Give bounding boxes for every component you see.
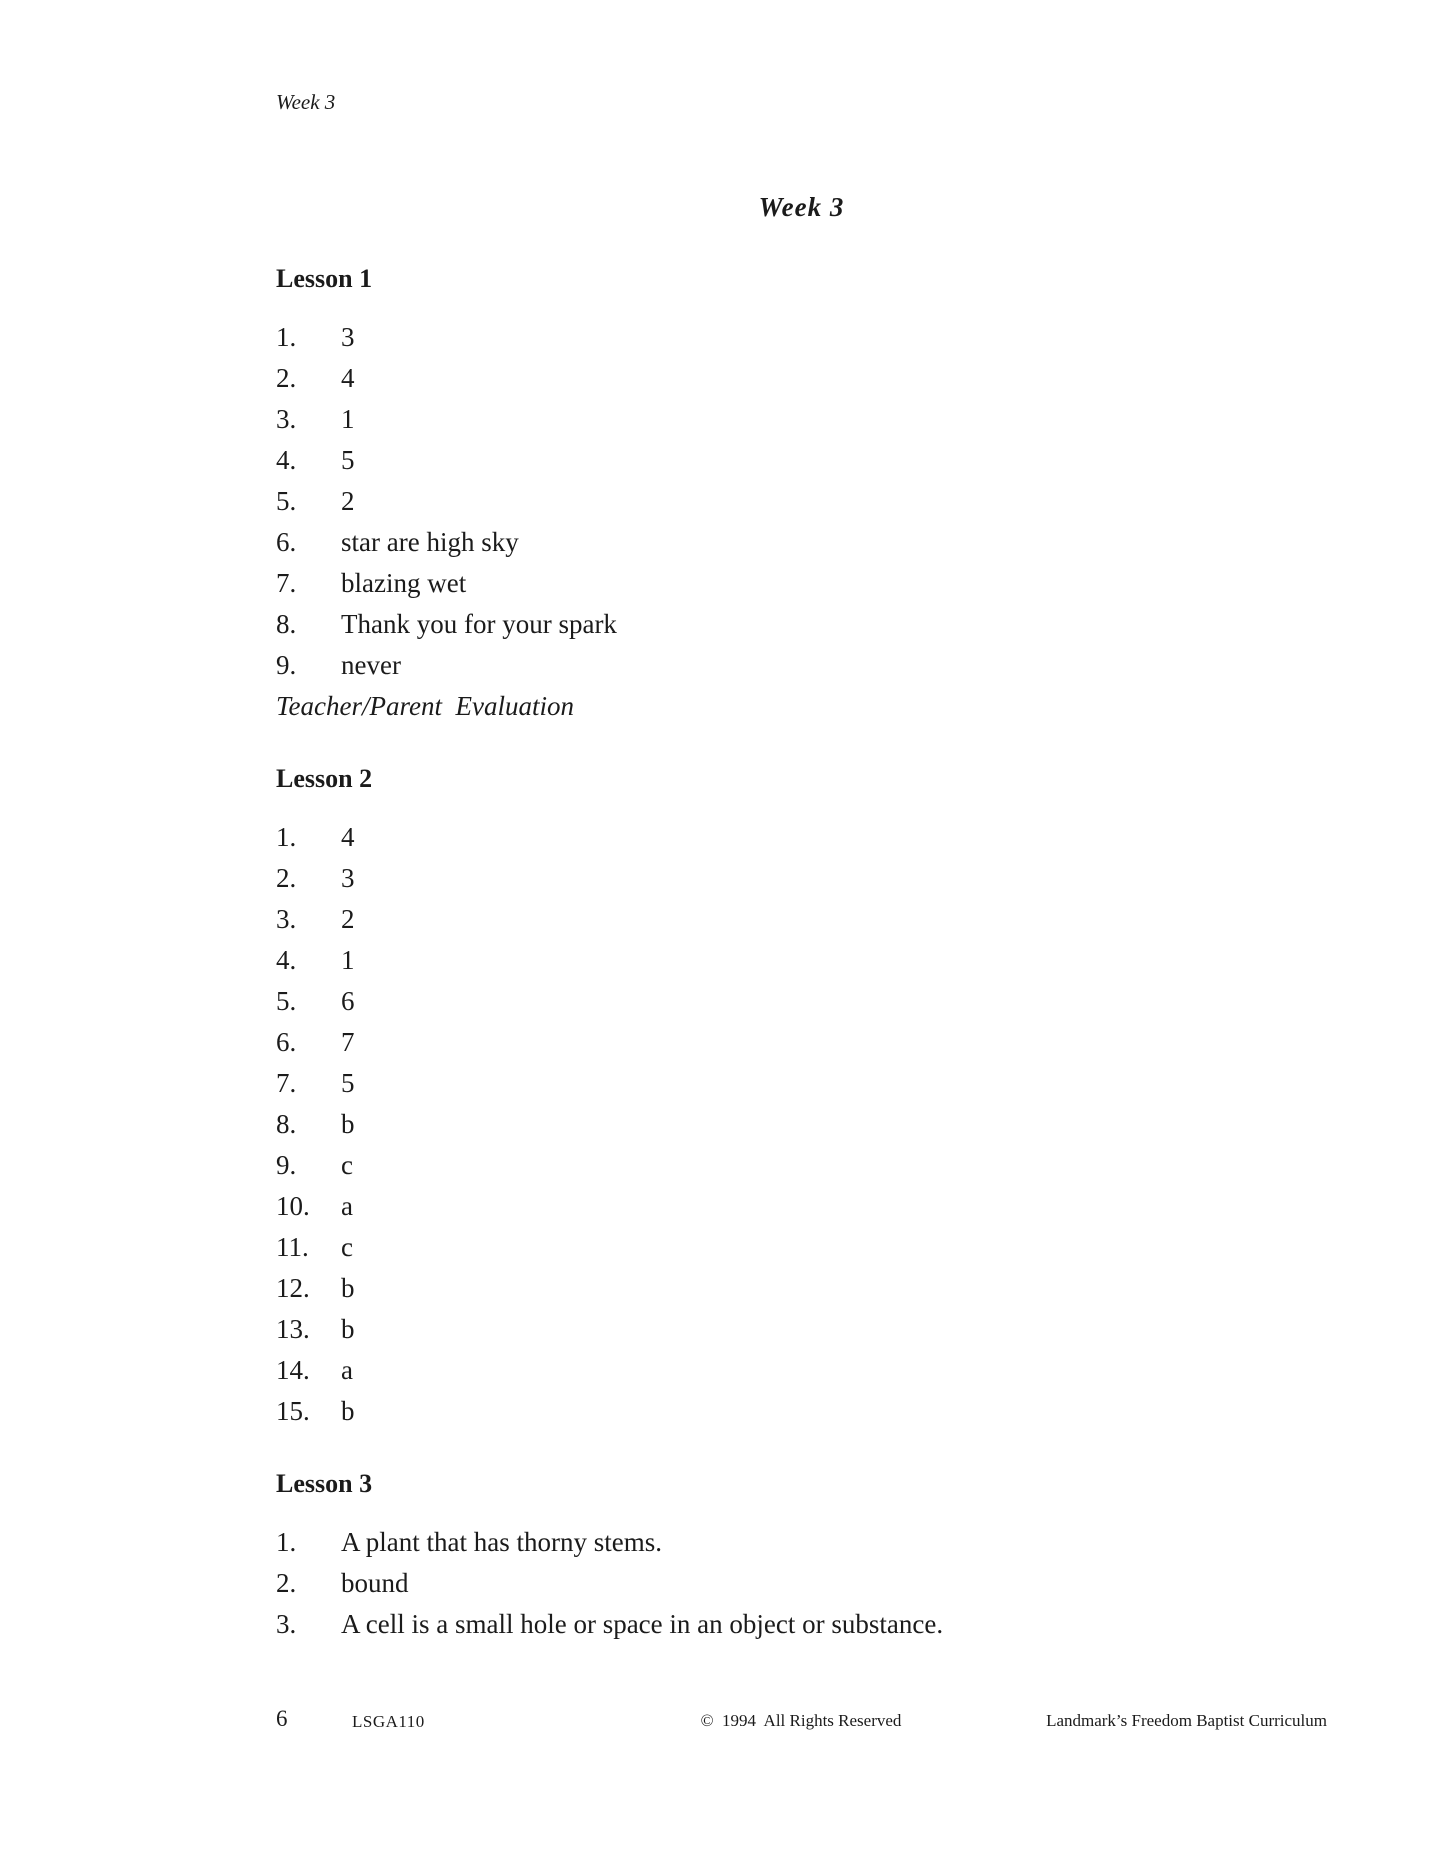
answer-number: 4. [276,445,297,475]
answer-row [276,981,1327,1022]
answer-row [276,1604,1327,1645]
answer-text: a [341,1191,353,1221]
lesson-2-heading: Lesson 2 [276,764,373,793]
lesson-2-section [276,763,1327,1432]
footer-copyright: © 1994 All Rights Reserved [700,1711,902,1730]
answer-number: 3. [276,904,297,934]
answer-row [276,604,1327,645]
answer-text: 4 [341,363,355,393]
answer-number: 7. [276,568,297,598]
answer-row [276,1391,1327,1432]
answer-row [276,317,1327,358]
answer-row [276,481,1327,522]
answer-row [276,817,1327,858]
answer-number: 12. [276,1273,310,1303]
answer-number: 8. [276,609,297,639]
answer-number: 9. [276,650,297,680]
answer-number: 5. [276,986,297,1016]
answer-number: 15. [276,1396,310,1426]
answer-text: 1 [341,945,355,975]
answer-number: 1. [276,322,297,352]
answer-text: b [341,1396,355,1426]
answer-text: c [341,1232,353,1262]
answer-row [276,899,1327,940]
footer-course-code: LSGA110 [352,1712,425,1731]
answer-number: 8. [276,1109,297,1139]
answer-text: b [341,1273,355,1303]
answer-number: 3. [276,1609,297,1639]
lesson-1-section [276,263,1327,727]
answer-row [276,440,1327,481]
answer-row [276,645,1327,686]
answer-text: blazing wet [341,568,467,598]
footer-page-number: 6 [276,1706,288,1731]
answer-number: 11. [276,1232,309,1262]
answer-text: 7 [341,1027,355,1057]
answer-text: a [341,1355,353,1385]
answer-text: A plant that has thorny stems. [341,1527,662,1557]
answer-text: 4 [341,822,355,852]
answer-row [276,1022,1327,1063]
answer-row [276,858,1327,899]
answer-number: 7. [276,1068,297,1098]
lesson-3-heading: Lesson 3 [276,1469,373,1498]
answer-number: 1. [276,822,297,852]
answer-row [276,940,1327,981]
answer-row [276,399,1327,440]
answer-row [276,522,1327,563]
answer-number: 4. [276,945,297,975]
page-title: Week 3 [758,192,845,222]
answer-row [276,1227,1327,1268]
answer-row [276,1268,1327,1309]
answer-row [276,563,1327,604]
answer-text: 3 [341,863,355,893]
lesson-3-answer-list [276,1522,1327,1645]
answer-text: 6 [341,986,355,1016]
answer-number: 3. [276,404,297,434]
answer-text: Thank you for your spark [341,609,617,639]
answer-number: 10. [276,1191,310,1221]
answer-number: 13. [276,1314,310,1344]
running-head: Week 3 [276,90,336,114]
answer-text: bound [341,1568,409,1598]
answer-row [276,1522,1327,1563]
answer-row [276,1145,1327,1186]
lesson-1-heading: Lesson 1 [276,264,373,293]
answer-number: 9. [276,1150,297,1180]
answer-row [276,1104,1327,1145]
answer-number: 14. [276,1355,310,1385]
answer-text: c [341,1150,353,1180]
page-footer [0,1706,1445,1746]
answer-text: 1 [341,404,355,434]
answer-text: b [341,1314,355,1344]
answer-text: never [341,650,401,680]
answer-row [276,1186,1327,1227]
lesson-3-section [276,1468,1327,1645]
answer-row [276,1309,1327,1350]
answer-row [276,1063,1327,1104]
footer-publisher: Landmark’s Freedom Baptist Curriculum [1046,1711,1327,1730]
answer-number: 6. [276,527,297,557]
answer-text: 2 [341,904,355,934]
answer-text: 5 [341,1068,355,1098]
answer-text: star are high sky [341,527,519,557]
answer-number: 1. [276,1527,297,1557]
lesson-2-answer-list [276,817,1327,1432]
answer-text: A cell is a small hole or space in an object or substance. [341,1609,944,1639]
answer-text: 2 [341,486,355,516]
answer-number: 5. [276,486,297,516]
lesson-1-answer-list [276,317,1327,686]
answer-row [276,358,1327,399]
answer-number: 2. [276,363,297,393]
answer-text: 5 [341,445,355,475]
answer-text: 3 [341,322,355,352]
answer-text: b [341,1109,355,1139]
answer-number: 2. [276,863,297,893]
evaluation-note: Teacher/Parent Evaluation [276,691,574,721]
answer-number: 6. [276,1027,297,1057]
answer-number: 2. [276,1568,297,1598]
answer-row [276,1350,1327,1391]
answer-row [276,1563,1327,1604]
